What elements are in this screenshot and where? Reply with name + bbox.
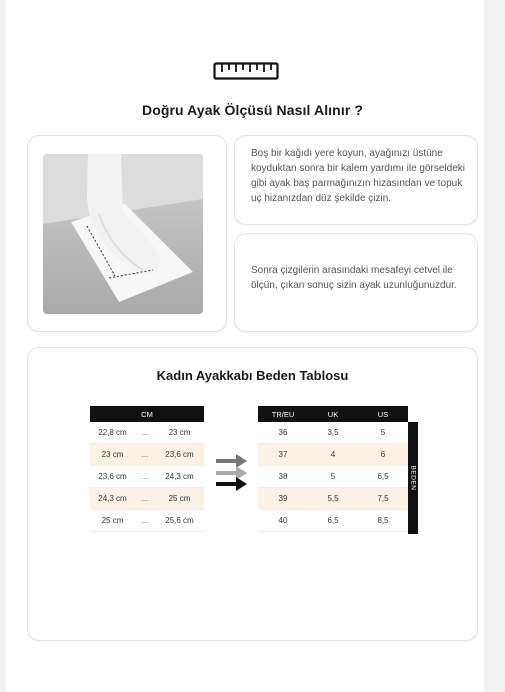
us-size: 8,5: [358, 510, 408, 532]
cm-to: 25 cm: [155, 488, 204, 510]
tr-eu-size: 39: [258, 488, 308, 510]
uk-size: 4: [308, 444, 358, 466]
table-row: [90, 510, 204, 532]
cm-from: 24,3 cm: [90, 488, 135, 510]
cm-separator: ...: [135, 466, 155, 488]
cm-separator: ...: [135, 422, 155, 444]
shoe-size-table: [258, 406, 408, 532]
size-chart-card: [27, 347, 478, 641]
tr-eu-header: TR/EU: [258, 406, 308, 422]
cm-separator: ...: [135, 510, 155, 532]
cm-separator: ...: [135, 444, 155, 466]
tr-eu-size: 37: [258, 444, 308, 466]
us-size: 7,5: [358, 488, 408, 510]
table-row: [90, 422, 204, 444]
us-size: 5: [358, 422, 408, 444]
table-row: [90, 466, 204, 488]
cm-to: 23 cm: [155, 422, 204, 444]
foot-photo-card: [27, 135, 227, 332]
cm-from: 25 cm: [90, 510, 135, 532]
cm-from: 22,8 cm: [90, 422, 135, 444]
step-1-text: Boş bir kağıdı yere koyun, ayağınızı üstüne koyduktan sonra bir kalem yardımı ile görseldeki gibi ayak baş parmağınızın hizasından ve topuk uç hizanızdan düz şekilde çizin.: [251, 148, 465, 204]
page-title: Doğru Ayak Ölçüsü Nasıl Alınır ?: [141, 102, 364, 118]
arrows-right-icon: [214, 451, 250, 493]
cm-from: 23 cm: [90, 444, 135, 466]
us-size: 6: [358, 444, 408, 466]
uk-size: 5: [308, 466, 358, 488]
cm-separator: ...: [135, 488, 155, 510]
uk-size: 3,5: [308, 422, 358, 444]
us-header: US: [358, 406, 408, 422]
cm-from: 23,6 cm: [90, 466, 135, 488]
tr-eu-size: 38: [258, 466, 308, 488]
us-size: 6,5: [358, 466, 408, 488]
uk-size: 5,5: [308, 488, 358, 510]
size-chart-title: Kadın Ayakkabı Beden Tablosu: [156, 368, 349, 383]
cm-to: 24,3 cm: [155, 466, 204, 488]
uk-header: UK: [308, 406, 358, 422]
step-2-text: Sonra çizgilerin arasındaki mesafeyi cetvel ile ölçün, çıkan sonuç sizin ayak uzunluğunuzdur.: [251, 265, 457, 291]
table-row: [258, 510, 408, 532]
beden-label-text: BEDEN: [409, 465, 417, 491]
cm-table: [90, 406, 204, 532]
table-row: [258, 466, 408, 488]
foot-on-paper-illustration: [43, 154, 203, 314]
table-row: [90, 488, 204, 510]
step-2-card: [234, 233, 478, 332]
tr-eu-size: 40: [258, 510, 308, 532]
table-row: [258, 444, 408, 466]
table-row: [258, 422, 408, 444]
tr-eu-size: 36: [258, 422, 308, 444]
cm-to: 25,6 cm: [155, 510, 204, 532]
cm-header: CM: [90, 406, 204, 422]
beden-side-label: [408, 422, 418, 534]
ruler-icon: [213, 62, 279, 80]
cm-to: 23,6 cm: [155, 444, 204, 466]
table-row: [258, 488, 408, 510]
table-row: [90, 444, 204, 466]
step-1-card: [234, 135, 478, 225]
uk-size: 6,5: [308, 510, 358, 532]
